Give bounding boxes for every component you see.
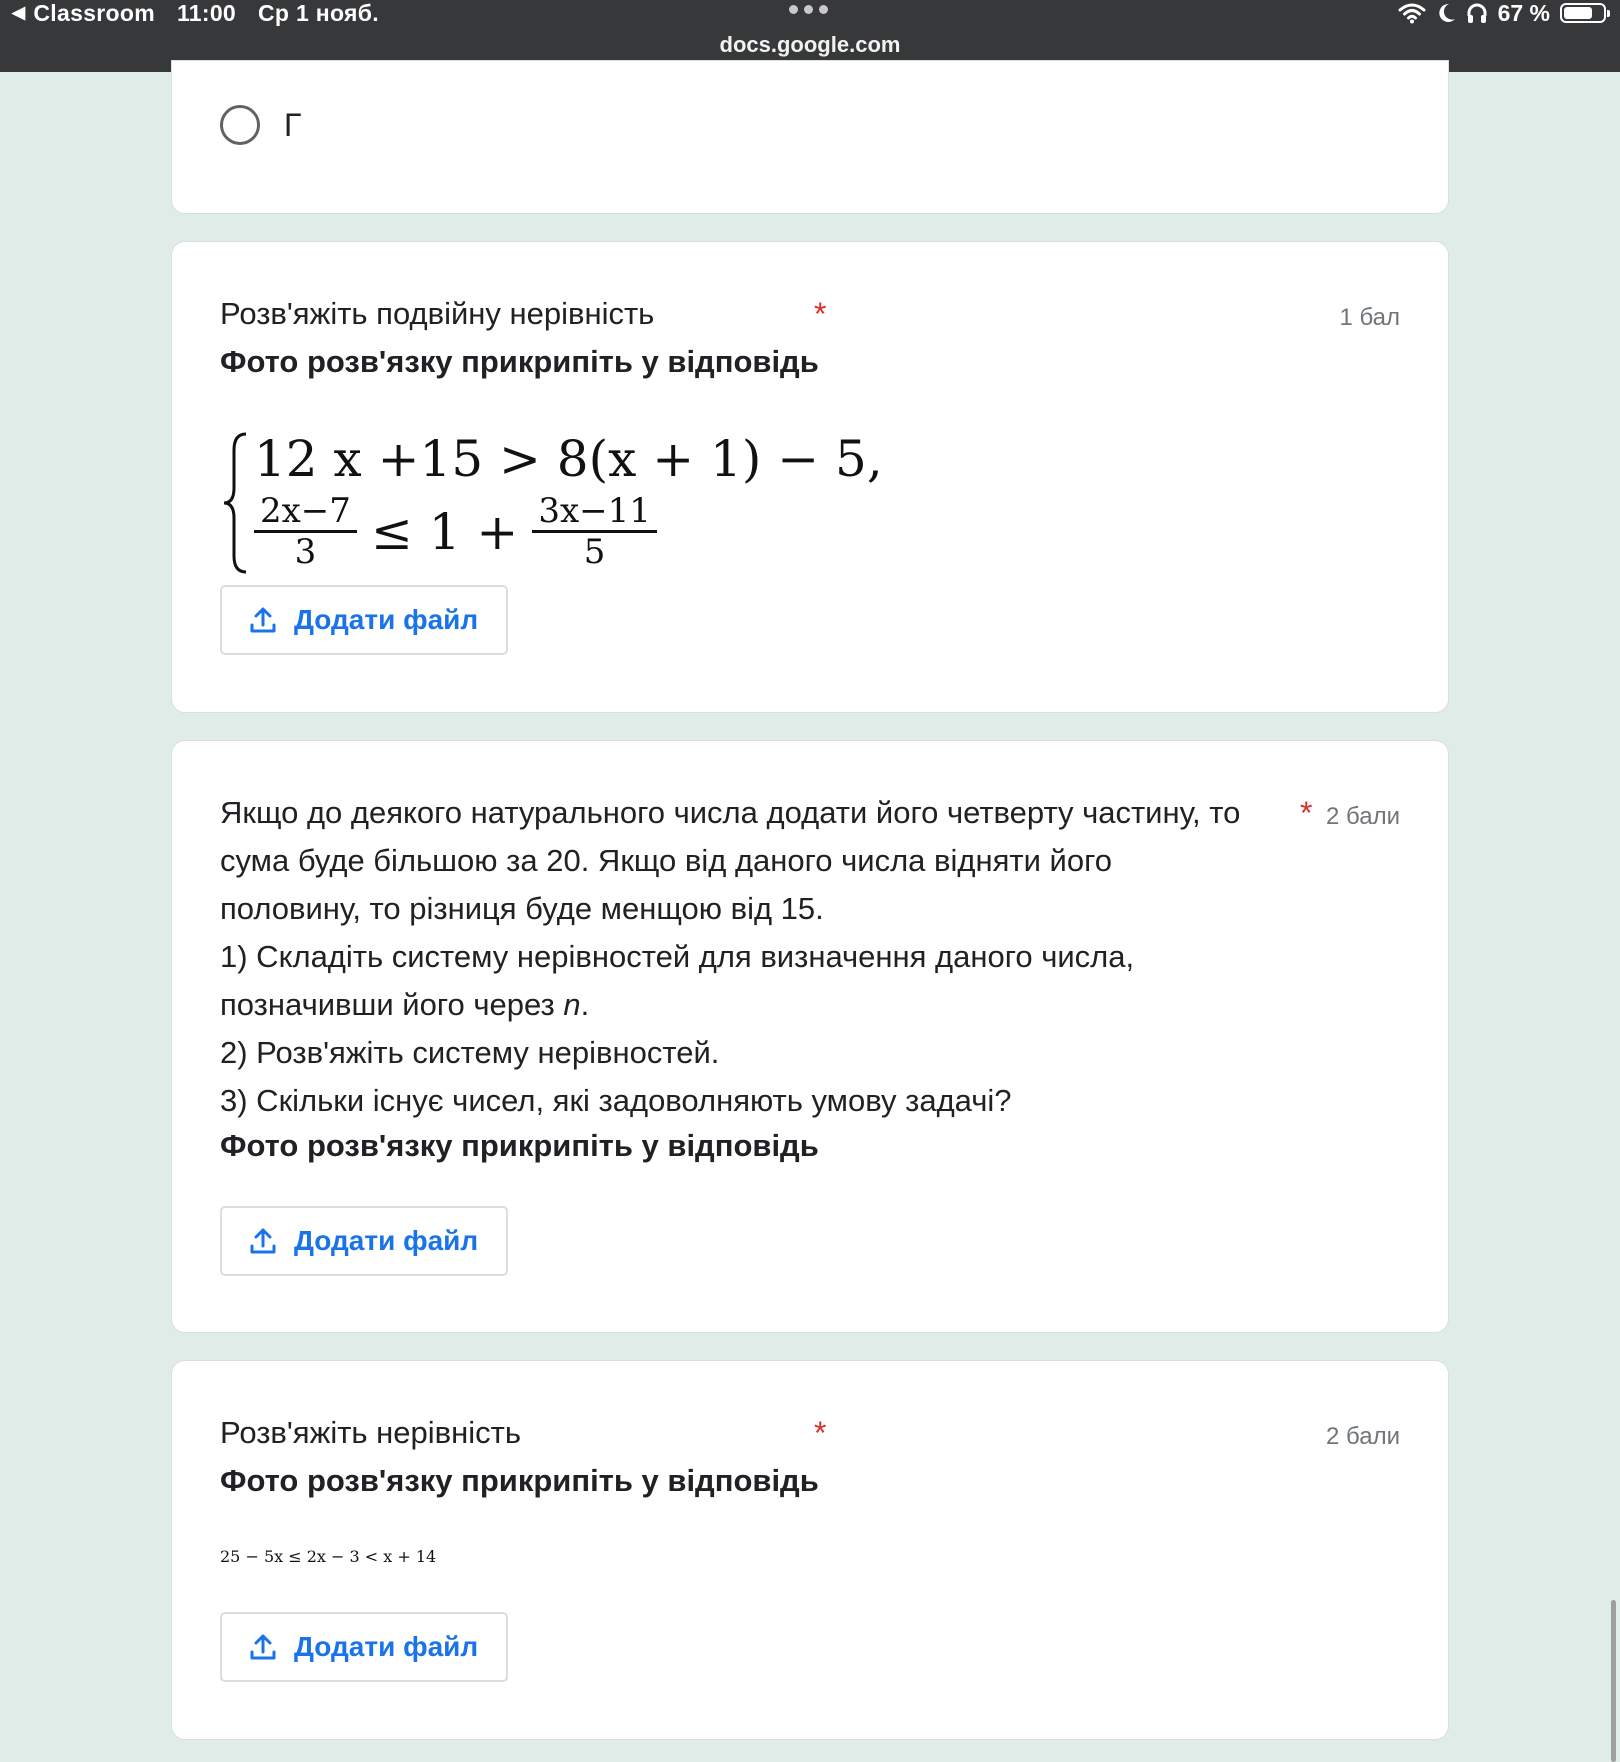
question-body-text: позначивши його через bbox=[220, 987, 555, 1022]
required-asterisk: * bbox=[814, 296, 827, 332]
question-card-2 bbox=[171, 740, 1449, 1333]
headphones-icon bbox=[1466, 2, 1488, 24]
math-inequality: 25 − 5x ≤ 2x − 3 < x + 14 bbox=[220, 1547, 437, 1566]
add-file-button[interactable] bbox=[220, 1612, 508, 1682]
question-body-line: 3) Скільки існує чисел, які задоволняють умову задачі? bbox=[220, 1083, 1012, 1118]
question-title: Розв'яжіть подвійну нерівність bbox=[220, 296, 655, 331]
variable-n: n bbox=[563, 987, 581, 1022]
radio-option[interactable] bbox=[220, 105, 260, 145]
radio-option-label: Г bbox=[284, 107, 302, 143]
battery-percent: 67 % bbox=[1497, 0, 1550, 26]
question-subtitle: Фото розв'язку прикрипіть у відповідь bbox=[220, 1463, 819, 1498]
multitasking-dots-icon[interactable] bbox=[789, 5, 828, 14]
question-body-line: 1) Складіть систему нерівностей для визначення даного числа, bbox=[220, 939, 1135, 974]
upload-icon bbox=[248, 605, 278, 635]
battery-icon bbox=[1560, 3, 1606, 23]
upload-icon bbox=[248, 1226, 278, 1256]
question-body-line: 2) Розв'яжіть систему нерівностей. bbox=[220, 1035, 720, 1070]
question-title: Розв'яжіть нерівність bbox=[220, 1415, 521, 1450]
math-system bbox=[220, 428, 940, 578]
brace-icon bbox=[220, 428, 250, 578]
question-body bbox=[220, 789, 1300, 1125]
period: . bbox=[580, 987, 590, 1022]
question-body-line: Якщо до деякого натурального числа додати його четверту частину, то bbox=[220, 795, 1241, 830]
required-asterisk: * bbox=[1300, 795, 1313, 831]
scrollbar[interactable] bbox=[1611, 1600, 1616, 1762]
fraction-2-denominator: 5 bbox=[583, 532, 606, 572]
question-points: 2 бали bbox=[1326, 1423, 1400, 1450]
question-body-line bbox=[220, 981, 1300, 1029]
fraction-2 bbox=[532, 492, 657, 571]
fraction-1 bbox=[254, 492, 357, 571]
fraction-1-numerator: 2x−7 bbox=[254, 492, 357, 533]
required-asterisk: * bbox=[814, 1415, 827, 1451]
url-label[interactable]: docs.google.com bbox=[719, 32, 901, 57]
fraction-1-denominator: 3 bbox=[294, 532, 317, 572]
question-points: 1 бал bbox=[1339, 304, 1400, 331]
question-points: 2 бали bbox=[1326, 803, 1400, 830]
status-left bbox=[12, 0, 379, 26]
question-body-line: сума буде більшою за 20. Якщо від даного числа відняти його bbox=[220, 843, 1112, 878]
question-body-line: половину, то різниця буде менщою від 15. bbox=[220, 891, 824, 926]
add-file-button[interactable] bbox=[220, 585, 508, 655]
upload-icon bbox=[248, 1632, 278, 1662]
moon-icon bbox=[1436, 2, 1456, 24]
question-card-3 bbox=[171, 1360, 1449, 1740]
question-subtitle: Фото розв'язку прикрипіть у відповідь bbox=[220, 1128, 819, 1163]
status-date: Ср 1 нояб. bbox=[258, 0, 379, 26]
wifi-icon bbox=[1398, 2, 1426, 24]
option-card bbox=[171, 60, 1449, 214]
back-app-label[interactable]: Classroom bbox=[33, 0, 155, 26]
add-file-label: Додати файл bbox=[294, 1631, 479, 1662]
add-file-label: Додати файл bbox=[294, 604, 479, 635]
math-line-2 bbox=[254, 492, 657, 571]
add-file-label: Додати файл bbox=[294, 1225, 479, 1256]
math-line-1: 12 x +15 > 8(x + 1) − 5, bbox=[254, 430, 883, 488]
status-time: 11:00 bbox=[176, 0, 237, 26]
back-arrow-icon[interactable]: ◀ bbox=[12, 3, 26, 22]
add-file-button[interactable] bbox=[220, 1206, 508, 1276]
status-right bbox=[1398, 0, 1606, 26]
question-subtitle: Фото розв'язку прикрипіть у відповідь bbox=[220, 344, 819, 379]
question-card-1 bbox=[171, 241, 1449, 713]
math-middle: ≤ 1 + bbox=[370, 502, 519, 561]
fraction-2-numerator: 3x−11 bbox=[532, 492, 657, 533]
